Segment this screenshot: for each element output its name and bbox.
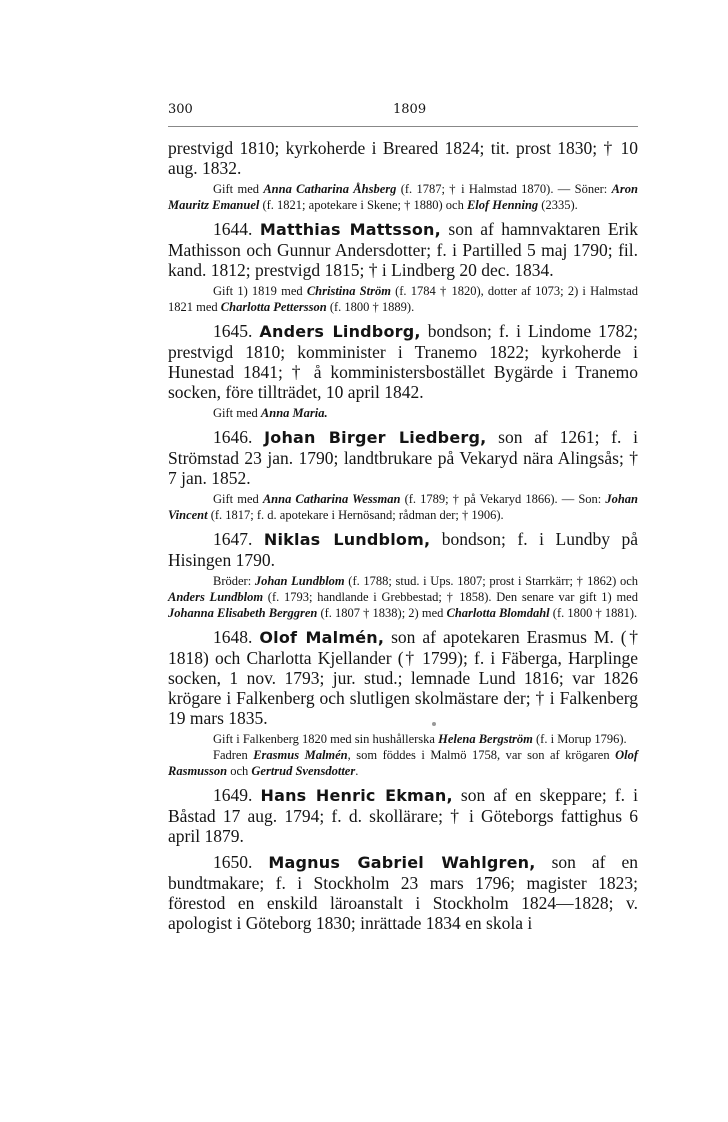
note-text: (f. 1800 † 1881).: [549, 606, 638, 620]
biography-entry: [168, 529, 638, 570]
person-name: Charlotta Pettersson: [220, 300, 327, 314]
person-name: Helena Bergström: [438, 732, 533, 746]
note-text: och: [227, 764, 252, 778]
entry-number: 1648.: [213, 627, 260, 647]
person-name: Anna Catharina Åhsberg: [263, 182, 397, 196]
person-name: Johanna Elisabeth Berggren: [168, 606, 318, 620]
note-text: , som föddes i Malmö 1758, var son af krögaren: [347, 748, 616, 762]
biography-entry: [168, 785, 638, 846]
entry-name: Niklas Lundblom,: [263, 530, 431, 549]
note-text: Fadren: [213, 748, 254, 762]
family-note: [168, 573, 638, 621]
note-text: (f. 1789; † på Vekaryd 1866). — Son:: [400, 492, 606, 506]
family-note: [168, 181, 638, 213]
family-note: [168, 747, 638, 779]
biography-entry: [168, 427, 638, 488]
note-text: (2335).: [538, 198, 578, 212]
note-text: (f. 1788; stud. i Ups. 1807; prost i Starrkärr; † 1862) och: [344, 574, 638, 588]
person-name: Johan Lundblom: [254, 574, 345, 588]
entry-text: son af 1261; f. i Strömstad 23 jan. 1790; landtbrukare på Vekaryd nära Alingsås; † 7 jan. 1852.: [168, 427, 638, 488]
person-name: Anna Catharina Wessman: [262, 492, 401, 506]
entry-number: 1646.: [213, 427, 265, 447]
entry-text: bondson; f. i Lundby på Hisingen 1790.: [168, 529, 638, 570]
note-text: Gift med: [213, 406, 261, 420]
person-name: Anna Maria.: [260, 406, 328, 420]
page-body: [168, 138, 638, 933]
entry-text: son af en skeppare; f. i Båstad 17 aug. 1794; f. d. skollärare; † i Göteborgs fattighus 6 april 1879.: [168, 785, 638, 846]
header-rule: [168, 126, 638, 127]
note-text: .: [355, 764, 359, 778]
biography-entry: [168, 219, 638, 280]
person-name: Charlotta Blomdahl: [446, 606, 550, 620]
person-name: Christina Ström: [306, 284, 391, 298]
person-name: Gertrud Svensdotter: [251, 764, 356, 778]
entry-name: Anders Lindborg,: [259, 322, 421, 341]
person-name: Erasmus Malmén: [253, 748, 348, 762]
entry-text: son af en bundtmakare; f. i Stockholm 23 mars 1796; magister 1823; förestod en enskild läroanstalt i Stockholm 1824—1828; v. apologist i Göteborg 1830; inrättade 1834 en skola i: [168, 852, 638, 933]
entry-number: 1645.: [213, 321, 260, 341]
person-name: Anders Lundblom: [168, 590, 264, 604]
note-text: (f. 1787; † i Halmstad 1870). — Söner:: [396, 182, 612, 196]
biography-entry: [168, 852, 638, 933]
entry-name: Olof Malmén,: [259, 628, 385, 647]
note-text: (f. 1821; apotekare i Skene; † 1880) och: [259, 198, 467, 212]
note-text: (f. 1784 † 1820), dotter af 1073; 2) i Halmstad 1821 med: [168, 284, 638, 314]
note-text: Gift med: [213, 492, 263, 506]
person-name: Johan Vincent: [168, 492, 638, 522]
entry-text: son af apotekaren Erasmus M. († 1818) och Charlotta Kjellander († 1799); f. i Fäberga, Harplinge socken, 1 nov. 1793; jur. stud.; lemnade Lund 1816; var 1826 krögare i Falkenberg och slutligen skolmästare der; † i Falkenberg 19 mars 1835.: [168, 627, 638, 728]
person-name: Elof Henning: [466, 198, 539, 212]
family-note: [168, 731, 638, 747]
note-text: Gift i Falkenberg 1820 med sin hushållerska: [213, 732, 439, 746]
entry-name: Johan Birger Liedberg,: [264, 428, 487, 447]
entry-number: 1650.: [213, 852, 269, 872]
note-text: Gift med: [213, 182, 264, 196]
entry-number: 1647.: [213, 529, 264, 549]
entry-text: bondson; f. i Lindome 1782; prestvigd 1810; komminister i Tranemo 1822; kyrkoherde i Hunestad 1841; † å komministersbostället Bygärde i Tranemo socken, före tillträdet, 10 april 1842.: [168, 321, 639, 402]
entry-number: 1649.: [213, 785, 261, 805]
page-number: 300: [168, 102, 193, 117]
note-text: (f. i Morup 1796).: [532, 732, 627, 746]
continued-entry-text: [168, 138, 638, 178]
entry-name: Hans Henric Ekman,: [260, 786, 453, 805]
entry-name: Magnus Gabriel Wahlgren,: [268, 853, 536, 872]
note-text: (f. 1793; handlande i Grebbestad; † 1858). Den senare var gift 1) med: [263, 590, 638, 604]
note-text: (f. 1807 † 1838); 2) med: [317, 606, 447, 620]
page-header: [168, 102, 638, 120]
biography-entry: [168, 627, 638, 728]
family-note: [168, 405, 638, 421]
family-note: [168, 283, 638, 315]
note-text: prestvigd 1810; kyrkoherde i Breared 1824; tit. prost 1830; † 10 aug. 1832.: [168, 138, 638, 178]
entry-name: Matthias Mattsson,: [259, 220, 441, 239]
entry-number: 1644.: [213, 219, 260, 239]
running-head-year: 1809: [393, 102, 427, 117]
paper-speck: [432, 722, 436, 726]
note-text: Gift 1) 1819 med: [213, 284, 307, 298]
family-note: [168, 491, 638, 523]
person-name: Olof Rasmusson: [168, 748, 639, 778]
note-text: (f. 1800 † 1889).: [326, 300, 415, 314]
entry-text: son af hamnvaktaren Erik Mathisson och Gunnur Andersdotter; f. i Partilled 5 maj 1790; fil. kand. 1812; prestvigd 1815; † i Lindberg 20 dec. 1834.: [168, 219, 639, 280]
person-name: Aron Mauritz Emanuel: [168, 182, 638, 212]
note-text: Bröder:: [213, 574, 255, 588]
note-text: (f. 1817; f. d. apotekare i Hernösand; rådman der; † 1906).: [207, 508, 504, 522]
biography-entry: [168, 321, 638, 402]
